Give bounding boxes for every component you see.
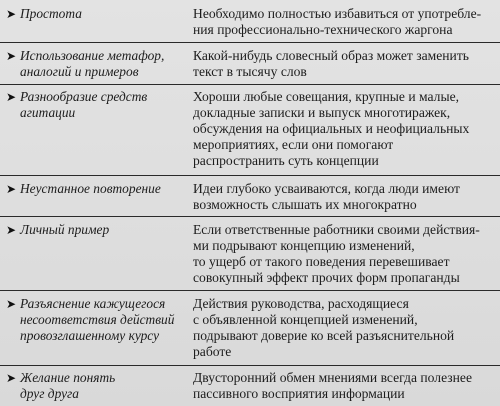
arrow-bullet-icon: ➤ [6, 7, 17, 21]
principle-description: Если ответственные работники своими действия- ми подрывают концепцию изменений, то ущерб от такого поведения перевешивает совокупный эффект прочих форм пропаганды [193, 222, 480, 285]
principle-description: Хороши любые совещания, крупные и малые, докладные записки и выпуск многотиражек, обсуждения на официальных и неофициальных мероприятиях, если они помогают распространить суть концепции [193, 89, 470, 168]
arrow-bullet-icon: ➤ [6, 90, 17, 104]
arrow-bullet-icon: ➤ [6, 297, 17, 311]
principle-term: ➤ Неустанное повторение [6, 181, 161, 196]
principle-term: ➤ Личный пример [6, 222, 110, 237]
principle-description: Какой-нибудь словесный образ может заменить текст в тысячу слов [193, 48, 469, 79]
principle-description: Действия руководства, расходящиеся с объявленной концепцией изменений, подрывают доверие ко всей разъяснительной работе [193, 296, 455, 359]
arrow-bullet-icon: ➤ [6, 223, 17, 237]
arrow-bullet-icon: ➤ [6, 182, 17, 196]
principle-description: Идеи глубоко усваиваются, когда люди имеют возможность слышать их многократно [193, 181, 460, 212]
arrow-bullet-icon: ➤ [6, 49, 17, 63]
principle-term: ➤ Разъяснение кажущегося несоответствия действий провозглашенному курсу [6, 296, 175, 343]
principle-term: ➤ Разнообразие средств агитации [6, 89, 148, 120]
arrow-bullet-icon: ➤ [6, 371, 17, 385]
principle-term: ➤ Использование метафор, аналогий и примеров [6, 48, 165, 79]
principle-term: ➤ Простота [6, 6, 82, 21]
row-divider [0, 290, 500, 291]
row-divider [0, 216, 500, 217]
row-divider [0, 84, 500, 85]
row-divider [0, 42, 500, 43]
row-divider [0, 175, 500, 176]
row-divider [0, 365, 500, 366]
principle-description: Двусторонний обмен мнениями всегда полезнее пассивного восприятия информации [193, 370, 472, 401]
principle-description: Необходимо полностью избавиться от употребле- ния профессионально-технического жаргона [193, 6, 482, 37]
principle-term: ➤ Желание понять друг друга [6, 370, 116, 401]
